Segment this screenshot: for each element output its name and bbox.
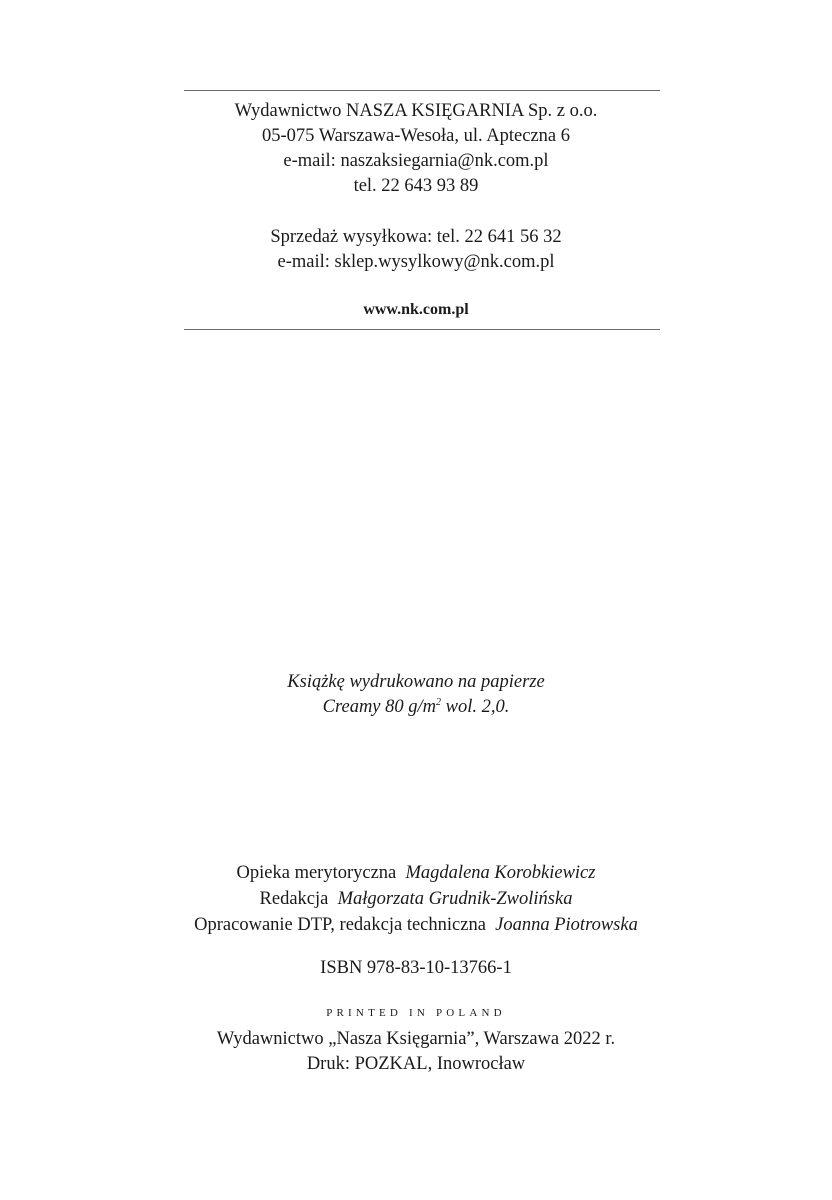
- imprint-publisher: Wydawnictwo „Nasza Księgarnia”, Warszawa 2022 r.: [216, 1029, 616, 1049]
- credit-name: Magdalena Korobkiewicz: [405, 863, 596, 883]
- website-url: www.nk.com.pl: [363, 301, 469, 318]
- paper-note-line-1: Książkę wydrukowano na papierze: [287, 672, 545, 692]
- publisher-phone: tel. 22 643 93 89: [353, 176, 479, 196]
- bottom-divider: [184, 329, 660, 330]
- paper-note: [0, 670, 832, 720]
- imprint: [0, 1027, 832, 1077]
- website-block: [0, 299, 832, 321]
- credit-line: [0, 912, 832, 938]
- publisher-info: [0, 99, 832, 199]
- publisher-name: Wydawnictwo NASZA KSIĘGARNIA Sp. z o.o.: [234, 101, 598, 121]
- sales-email: e-mail: sklep.wysylkowy@nk.com.pl: [277, 252, 555, 272]
- top-divider: [184, 90, 660, 91]
- credit-role: Opieka merytoryczna: [236, 863, 397, 883]
- paper-volume: wol. 2,0.: [441, 697, 510, 717]
- credit-name: Małgorzata Grudnik-Zwolińska: [337, 889, 573, 909]
- isbn-block: [0, 956, 832, 981]
- credit-role: Redakcja: [259, 889, 329, 909]
- credit-line: [0, 860, 832, 886]
- printed-in-block: [0, 1005, 832, 1021]
- sales-phone: Sprzedaż wysyłkowa: tel. 22 641 56 32: [270, 227, 562, 247]
- printed-in: PRINTED IN POLAND: [326, 1007, 506, 1019]
- sales-info: [0, 225, 832, 275]
- paper-unit-superscript: 2: [436, 697, 442, 708]
- imprint-printer: Druk: POZKAL, Inowrocław: [306, 1054, 526, 1074]
- credit-name: Joanna Piotrowska: [495, 915, 638, 935]
- publisher-email: e-mail: naszaksiegarnia@nk.com.pl: [283, 151, 549, 171]
- credit-role: Opracowanie DTP, redakcja techniczna: [194, 915, 486, 935]
- credit-line: [0, 886, 832, 912]
- paper-type: Creamy 80 g/m: [322, 697, 437, 717]
- paper-note-line-2: [0, 695, 832, 720]
- credits: [0, 860, 832, 938]
- isbn: ISBN 978-83-10-13766-1: [320, 958, 512, 978]
- publisher-address: 05-075 Warszawa-Wesoła, ul. Apteczna 6: [262, 126, 570, 146]
